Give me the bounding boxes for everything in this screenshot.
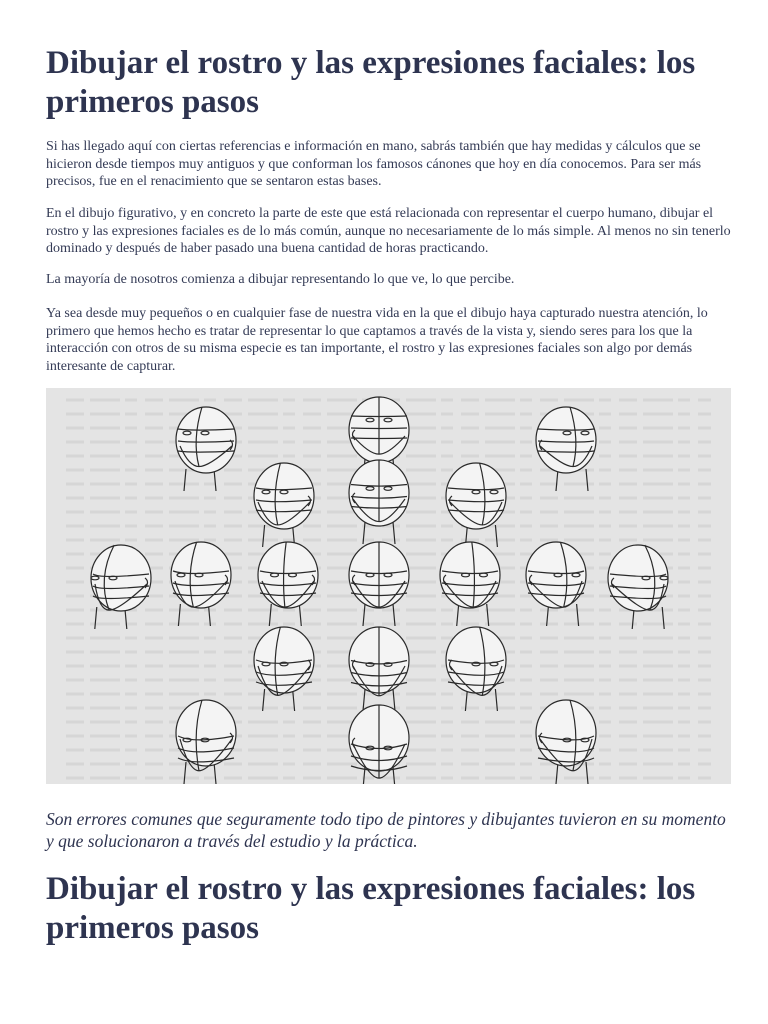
head-sketch-slight-right xyxy=(440,542,500,626)
paragraph-2: En el dibujo figurativo, y en concreto la parte de este que está relacionada con representar el cuerpo humano, dibujar el rostro y las expresiones faciales es de lo más común, aunque no necesariamente de lo más simple. Al menos no sin tenerlo dominado y después de haber pasado una buena cantidad de horas practicando. xyxy=(46,206,731,256)
article-title: Dibujar el rostro y las expresiones faciales: los primeros pasos xyxy=(46,45,696,120)
head-sketch-r4-center xyxy=(349,627,409,711)
head-sketch-profile-left xyxy=(91,545,151,629)
head-sketch-up-left xyxy=(176,407,236,491)
head-sketch-slight-left xyxy=(258,542,318,626)
head-sketch-three-quarter-left xyxy=(171,542,231,626)
paragraph-1: Si has llegado aquí con ciertas referencias e información en mano, sabrás también que hay medidas y cálculos que se hicieron desde tiempos muy antiguos y que conforman los famosos cánones que hoy en día conocemos. Para ser más precisos, fue en el renacimiento que se sentaron estas bases. xyxy=(46,139,702,189)
head-sketch-r4-right xyxy=(446,627,506,711)
head-sketch-r2-center xyxy=(349,460,409,544)
head-sketch-r2-left xyxy=(254,463,314,547)
head-sketch-r2-right xyxy=(446,463,506,547)
head-sketch-profile-right xyxy=(608,545,668,629)
article-title-repeat: Dibujar el rostro y las expresiones faciales: los primeros pasos xyxy=(46,871,696,946)
head-angles-drawing xyxy=(46,388,731,784)
head-sketch-down-right xyxy=(536,700,596,784)
head-sketch-down-left xyxy=(176,700,236,784)
head-sketch-three-quarter-right xyxy=(526,542,586,626)
head-sketch-up-right xyxy=(536,407,596,491)
paragraph-4: Ya sea desde muy pequeños o en cualquier fase de nuestra vida en la que el dibujo haya capturado nuestra atención, lo primero que hemos hecho es tratar de representar lo que captamos a través de la vista y, siendo seres para los que la interacción con otros de su misma especie es tan importante, el rostro y las expresiones faciales son algo por demás interesante de capturar. xyxy=(46,306,708,374)
head-sketch-front xyxy=(349,542,409,626)
image-caption: Son errores comunes que seguramente todo tipo de pintores y dibujantes tuvieron en su momento y que solucionaron a través del estudio y la práctica. xyxy=(46,809,726,851)
head-sketch-r4-left xyxy=(254,627,314,711)
head-angles-illustration xyxy=(46,388,731,784)
head-sketch-bottom xyxy=(349,705,409,784)
paragraph-3: La mayoría de nosotros comienza a dibujar representando lo que ve, lo que percibe. xyxy=(46,272,515,287)
